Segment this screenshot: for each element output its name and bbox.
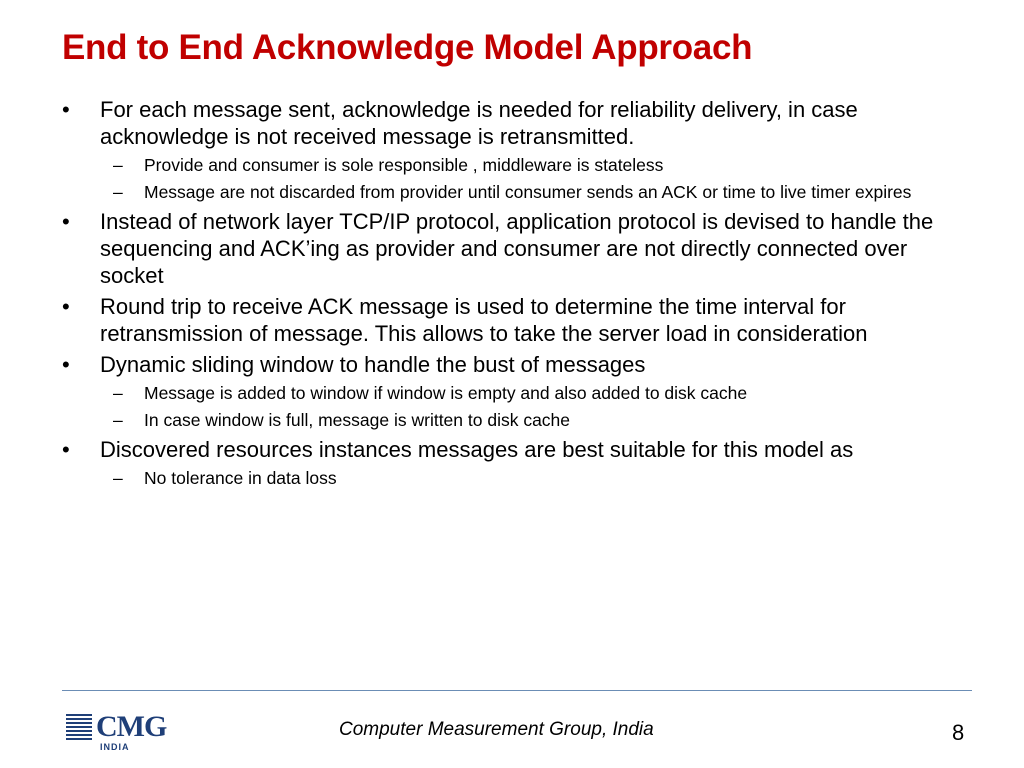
footer-divider xyxy=(62,690,972,691)
bullet-marker: • xyxy=(62,97,70,122)
bullet-text: Dynamic sliding window to handle the bust of messages xyxy=(100,352,646,377)
slide-content xyxy=(62,96,972,494)
bullet-marker: • xyxy=(62,352,70,377)
logo-wordmark: CMG xyxy=(96,710,167,743)
bullet-item xyxy=(62,351,972,378)
bullet-text: Round trip to receive ACK message is used to determine the time interval for retransmission of message. This allows to take the server load in consideration xyxy=(100,294,868,346)
sub-bullet-marker: – xyxy=(113,383,123,403)
sub-bullet-item xyxy=(62,154,972,176)
sub-bullet-list xyxy=(62,382,972,431)
bullet-marker: • xyxy=(62,209,70,234)
sub-bullet-text: In case window is full, message is written to disk cache xyxy=(144,410,571,430)
bullet-item xyxy=(62,96,972,150)
sub-bullet-text: Message is added to window if window is empty and also added to disk cache xyxy=(144,383,748,403)
bullet-item xyxy=(62,208,972,289)
sub-bullet-text: No tolerance in data loss xyxy=(144,468,337,488)
sub-bullet-item xyxy=(62,382,972,404)
sub-bullet-marker: – xyxy=(113,468,123,488)
page-number: 8 xyxy=(952,720,965,745)
bullet-text: Discovered resources instances messages are best suitable for this model as xyxy=(100,437,854,462)
logo-subtext: INDIA xyxy=(100,742,130,752)
sub-bullet-text: Provide and consumer is sole responsible , middleware is stateless xyxy=(144,155,664,175)
footer-caption: Computer Measurement Group, India xyxy=(339,719,654,740)
bullet-marker: • xyxy=(62,294,70,319)
bullet-text: Instead of network layer TCP/IP protocol, application protocol is devised to handle the sequencing and ACK’ing as provider and consumer are not directly connected over socket xyxy=(100,209,934,288)
sub-bullet-list xyxy=(62,154,972,203)
bullet-item xyxy=(62,293,972,347)
sub-bullet-marker: – xyxy=(113,410,123,430)
cmg-logo xyxy=(66,712,176,752)
bullet-text: For each message sent, acknowledge is needed for reliability delivery, in case acknowledge is not received message is retransmitted. xyxy=(100,97,858,149)
sub-bullet-list xyxy=(62,467,972,489)
sub-bullet-item xyxy=(62,467,972,489)
slide-title: End to End Acknowledge Model Approach xyxy=(62,28,753,67)
sub-bullet-marker: – xyxy=(113,182,123,202)
sub-bullet-item xyxy=(62,181,972,203)
sub-bullet-text: Message are not discarded from provider until consumer sends an ACK or time to live timer expires xyxy=(144,182,912,202)
sub-bullet-item xyxy=(62,409,972,431)
bullet-item xyxy=(62,436,972,463)
sub-bullet-marker: – xyxy=(113,155,123,175)
logo-stripes-icon xyxy=(66,714,94,744)
bullet-marker: • xyxy=(62,437,70,462)
